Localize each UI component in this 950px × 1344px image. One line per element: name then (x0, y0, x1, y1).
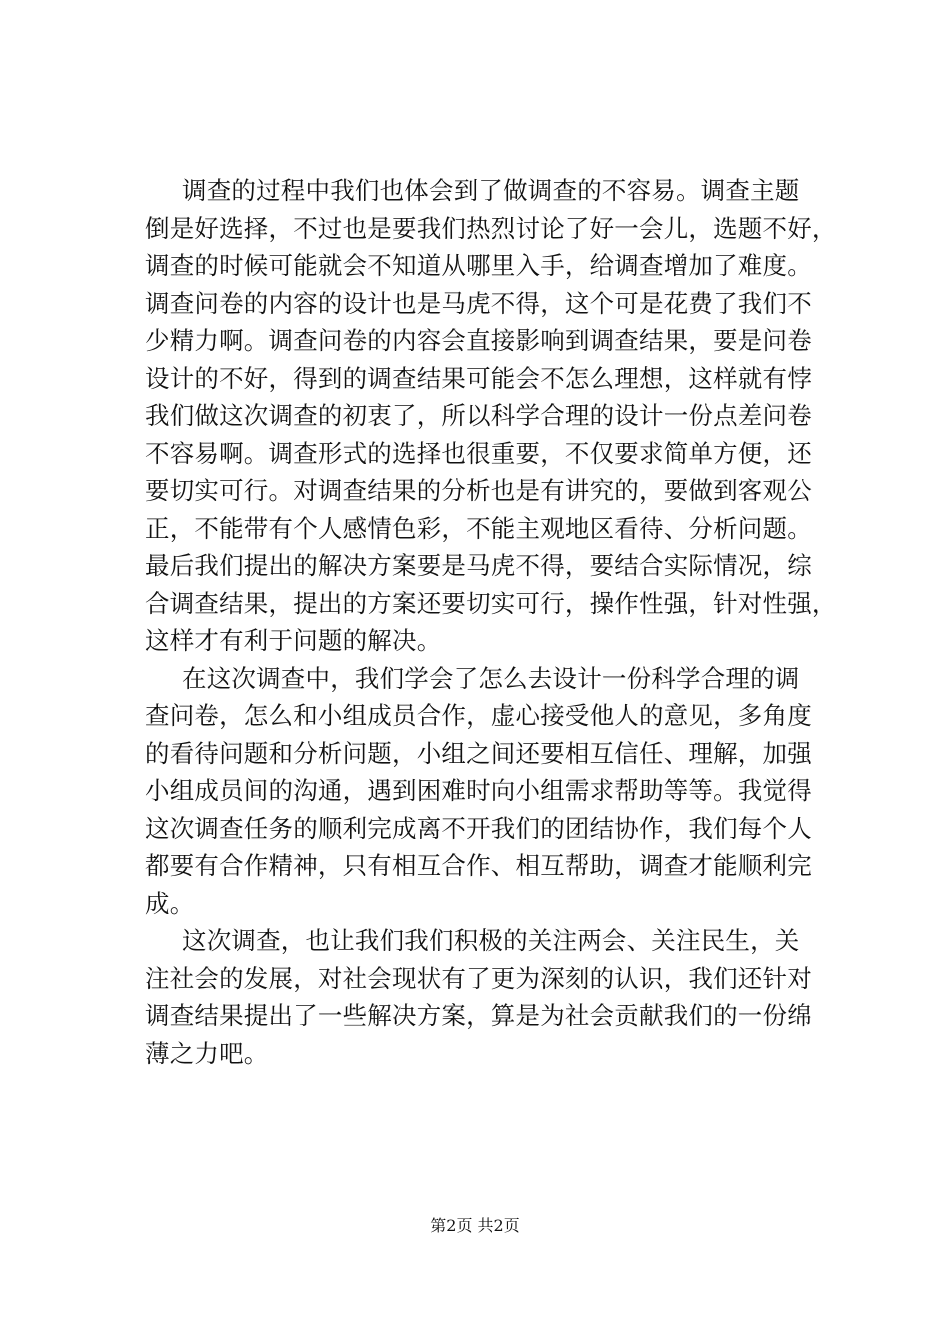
page-number-footer: 第2页 共2页 (430, 1216, 520, 1235)
text-line: 查问卷，怎么和小组成员合作，虚心接受他人的意见，多角度 (145, 701, 812, 730)
text-line: 这样才有利于问题的解决。 (145, 626, 442, 655)
paragraph-3 (145, 922, 845, 1072)
text-line: 不容易啊。调查形式的选择也很重要，不仅要求简单方便，还 (145, 438, 812, 468)
text-line: 在这次调查中，我们学会了怎么去设计一份科学合理的调 (182, 663, 800, 693)
text-line: 要切实可行。对调查结果的分析也是有讲究的，要做到客观公 (145, 476, 812, 505)
text-line: 设计的不好，得到的调查结果可能会不怎么理想，这样就有悖 (145, 363, 812, 393)
text-line: 最后我们提出的解决方案要是马虎不得，要结合实际情况，综 (145, 551, 812, 580)
text-line: 都要有合作精神，只有相互合作、相互帮助，调查才能顺利完 (145, 851, 812, 880)
text-line: 少精力啊。调查问卷的内容会直接影响到调查结果，要是问卷 (145, 326, 812, 355)
text-line: 注社会的发展，对社会现状有了更为深刻的认识，我们还针对 (145, 963, 812, 993)
paragraph-1 (145, 172, 845, 660)
text-line: 合调查结果，提出的方案还要切实可行，操作性强，针对性强， (145, 588, 837, 618)
text-line: 调查问卷的内容的设计也是马虎不得，这个可是花费了我们不 (145, 288, 812, 318)
text-line: 的看待问题和分析问题，小组之间还要相互信任、理解，加强 (145, 738, 812, 768)
paragraph-2 (145, 660, 845, 923)
text-line: 成。 (145, 888, 195, 918)
text-line: 调查结果提出了一些解决方案，算是为社会贡献我们的一份绵 (145, 1001, 812, 1030)
text-line: 调查的过程中我们也体会到了做调查的不容易。调查主题 (182, 176, 800, 205)
text-line: 薄之力吧。 (145, 1038, 269, 1068)
text-line: 调查的时候可能就会不知道从哪里入手，给调查增加了难度。 (145, 251, 812, 280)
text-line: 这次调查任务的顺利完成离不开我们的团结协作，我们每个人 (145, 813, 812, 843)
text-line: 正，不能带有个人感情色彩，不能主观地区看待、分析问题。 (145, 513, 812, 543)
document-body (145, 172, 845, 1072)
text-line: 倒是好选择，不过也是要我们热烈讨论了好一会儿，选题不好， (145, 213, 837, 243)
text-line: 我们做这次调查的初衷了，所以科学合理的设计一份点差问卷 (145, 401, 812, 430)
text-line: 这次调查，也让我们我们积极的关注两会、关注民生，关 (182, 926, 800, 955)
text-line: 小组成员间的沟通，遇到困难时向小组需求帮助等等。我觉得 (145, 776, 812, 805)
